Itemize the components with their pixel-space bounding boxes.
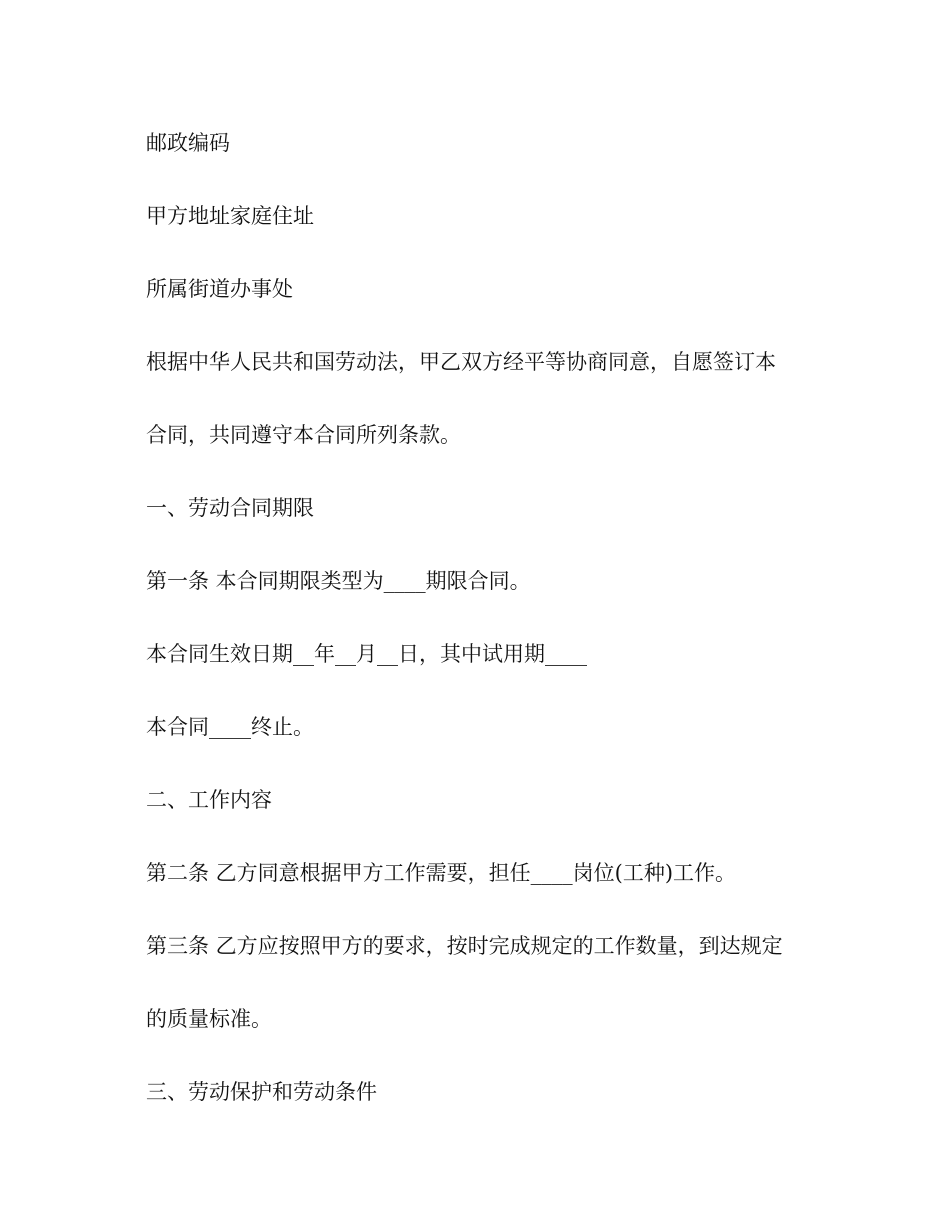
article-3-line-1: 第三条 乙方应按照甲方的要求，按时完成规定的工作数量，到达规定 [146,934,783,958]
termination-line: 本合同____终止。 [146,715,314,739]
effective-date-line: 本合同生效日期__年__月__日，其中试用期____ [146,642,587,666]
section-3-heading: 三、劳动保护和劳动条件 [146,1080,377,1104]
article-3-line-2: 的质量标准。 [146,1007,272,1031]
article-1: 第一条 本合同期限类型为____期限合同。 [146,569,531,593]
section-2-heading: 二、工作内容 [146,788,272,812]
postal-code-label: 邮政编码 [146,131,230,155]
party-a-address-label: 甲方地址家庭住址 [146,204,314,228]
article-2: 第二条 乙方同意根据甲方工作需要，担任____岗位(工种)工作。 [146,861,737,885]
section-1-heading: 一、劳动合同期限 [146,496,314,520]
street-office-label: 所属街道办事处 [146,277,293,301]
preamble-line-1: 根据中华人民共和国劳动法，甲乙双方经平等协商同意，自愿签订本 [146,350,776,374]
preamble-line-2: 合同，共同遵守本合同所列条款。 [146,423,461,447]
